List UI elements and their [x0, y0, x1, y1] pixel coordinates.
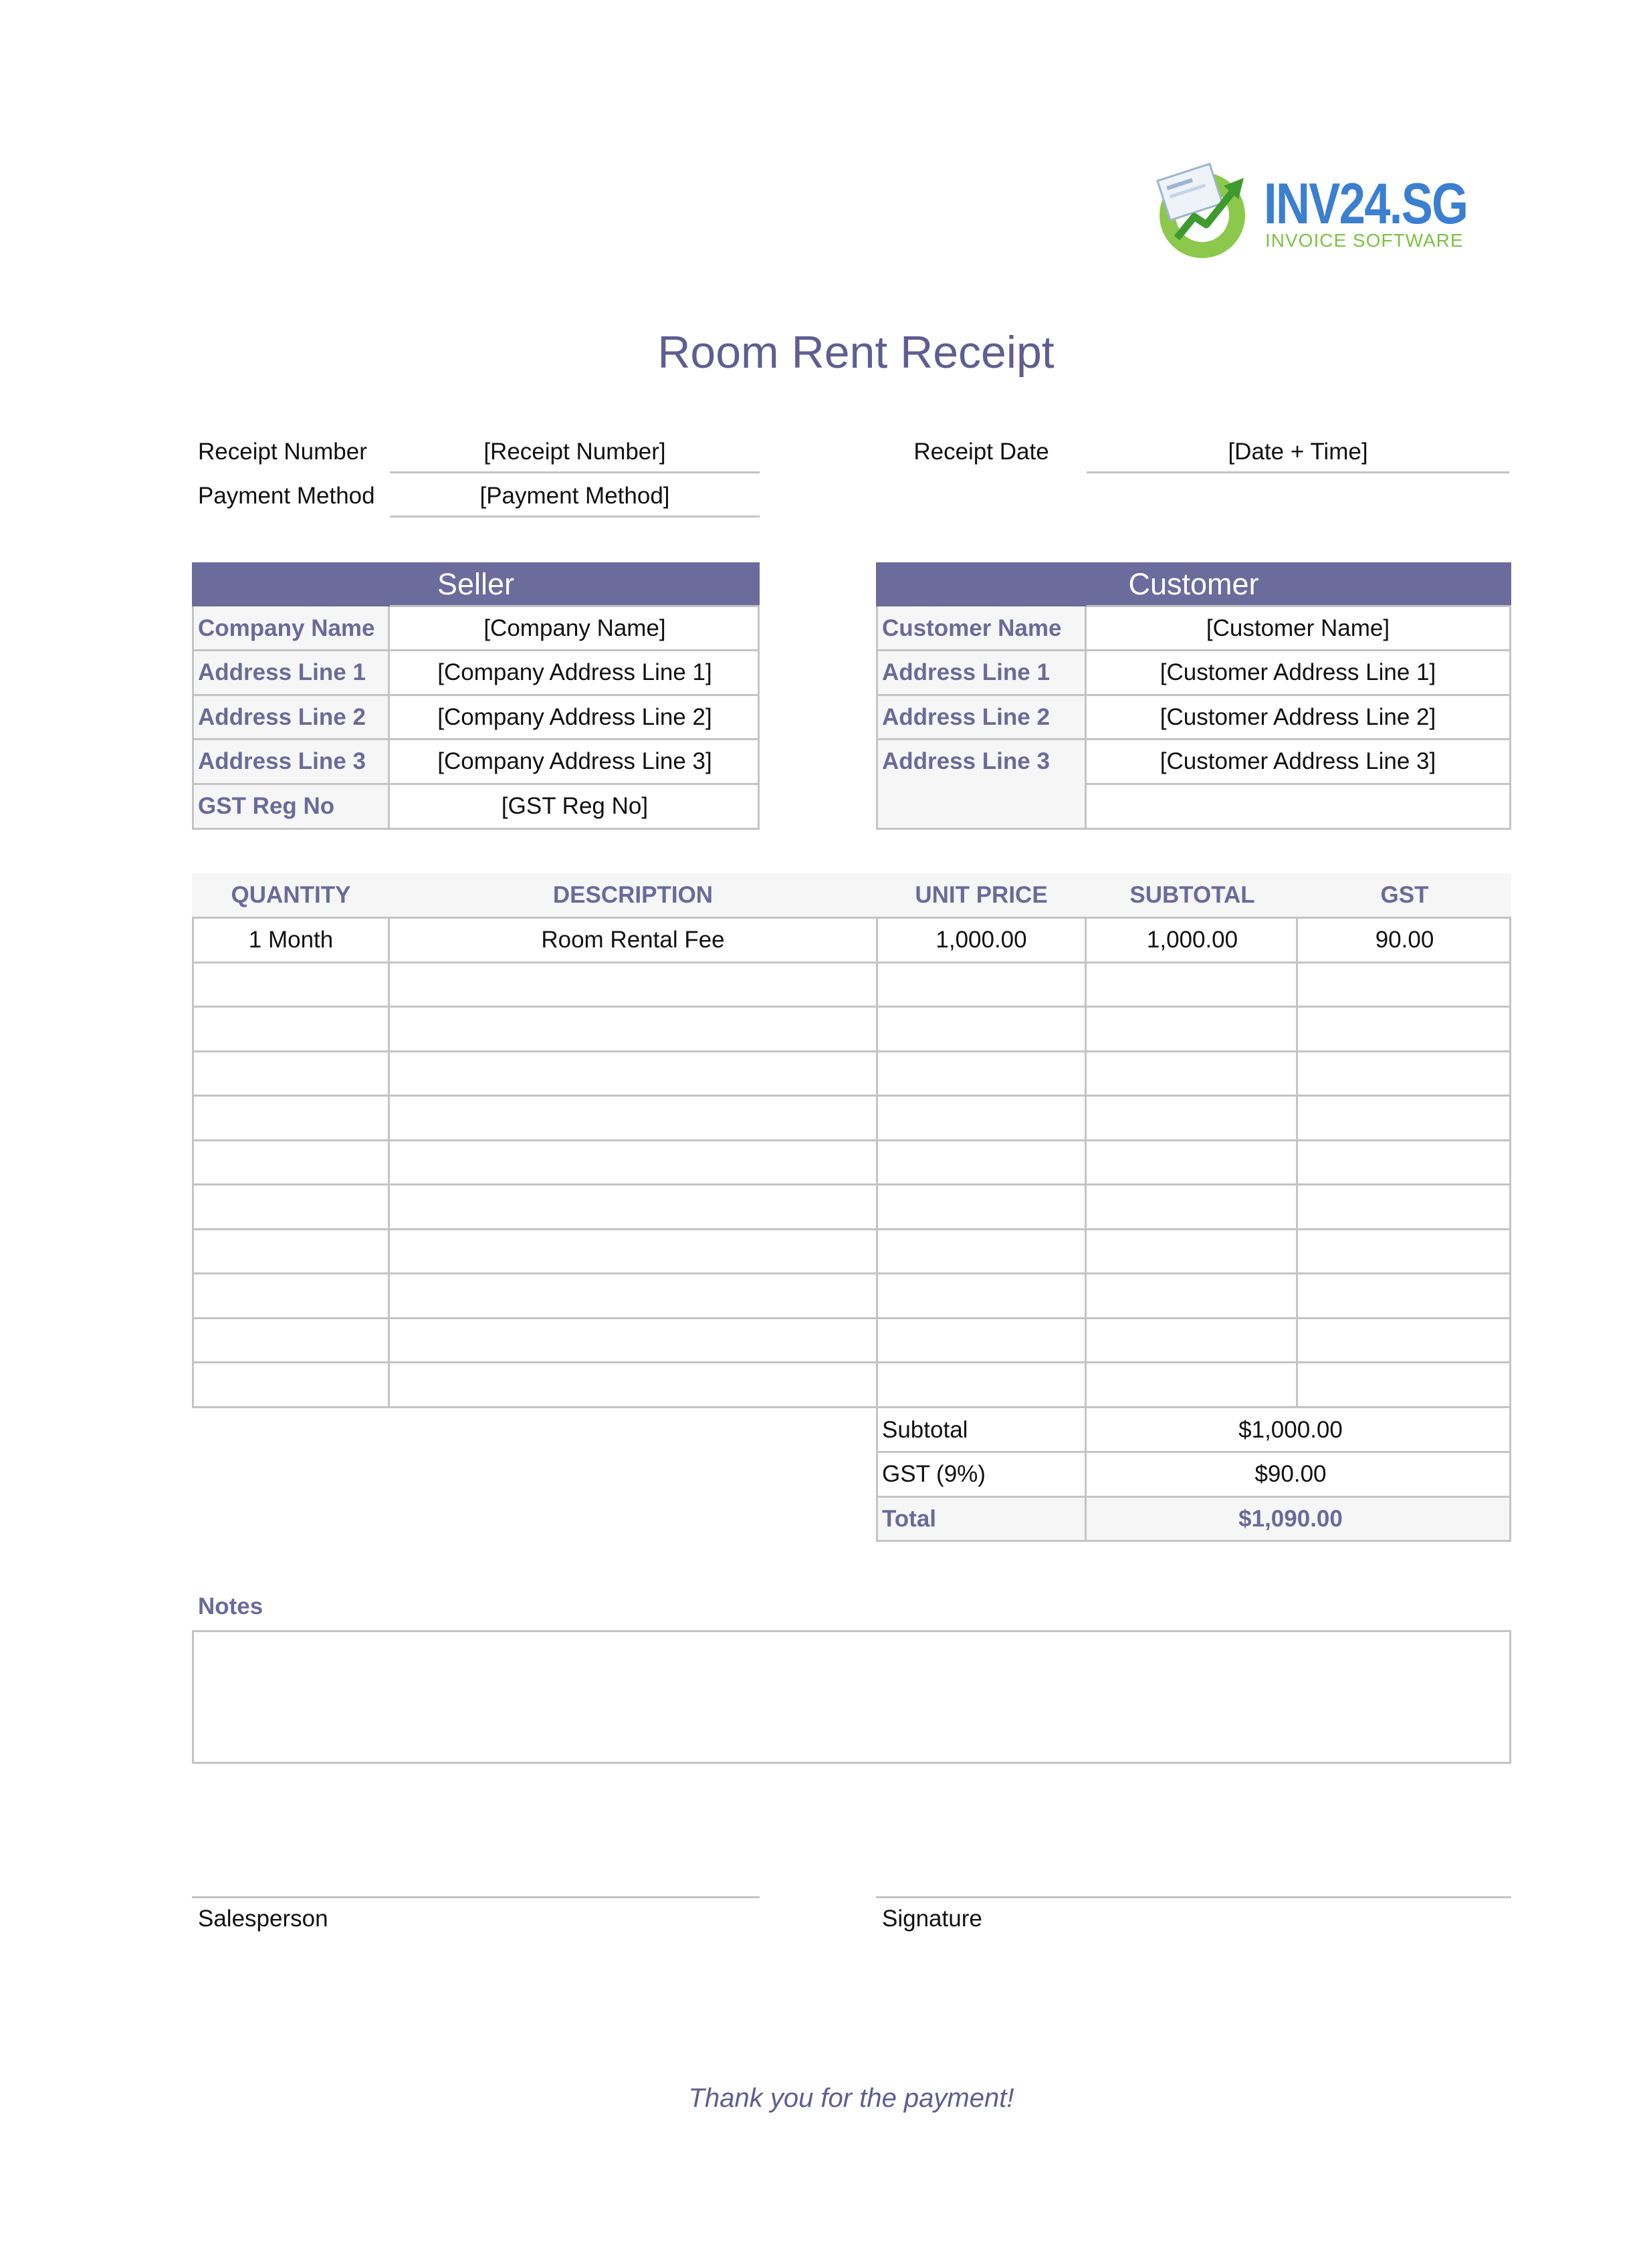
column-header-gst: GST — [1380, 882, 1429, 908]
item-quantity: 1 Month — [248, 927, 334, 953]
payment-method-label: Payment Method — [198, 483, 375, 509]
item-unit-price: 1,000.00 — [936, 927, 1027, 953]
seller-gst-reg-no-label: GST Reg No — [198, 793, 335, 819]
seller-address-line-3-value: [Company Address Line 3] — [437, 748, 712, 774]
column-header-description: DESCRIPTION — [552, 882, 713, 908]
receipt-date-underline — [1087, 471, 1509, 473]
column-header-quantity: QUANTITY — [231, 882, 351, 908]
notes-box[interactable] — [192, 1630, 1511, 1764]
payment-method-value: [Payment Method] — [479, 483, 670, 509]
seller-company-name-value: [Company Name] — [483, 615, 666, 641]
customer-address-line-3-value: [Customer Address Line 3] — [1160, 748, 1436, 774]
total-label: Total — [882, 1506, 937, 1532]
customer-address-line-3-label: Address Line 3 — [882, 748, 1050, 774]
customer-address-line-2-value: [Customer Address Line 2] — [1160, 704, 1436, 730]
customer-name-value: [Customer Name] — [1206, 615, 1390, 641]
customer-address-line-1-value: [Customer Address Line 1] — [1160, 659, 1436, 685]
item-description: Room Rental Fee — [541, 927, 725, 953]
customer-address-line-1-label: Address Line 1 — [882, 659, 1050, 685]
seller-address-line-2-label: Address Line 2 — [198, 704, 366, 730]
receipt-number-underline — [390, 471, 760, 473]
signature-line — [876, 1896, 1511, 1898]
seller-company-name-label: Company Name — [198, 615, 375, 641]
notes-label: Notes — [198, 1593, 263, 1619]
receipt-date-label: Receipt Date — [913, 439, 1049, 465]
subtotal-value: $1,000.00 — [1238, 1417, 1343, 1443]
page-title: Room Rent Receipt — [657, 327, 1055, 378]
seller-heading: Seller — [192, 562, 760, 606]
column-header-subtotal: SUBTOTAL — [1129, 882, 1255, 908]
subtotal-label: Subtotal — [882, 1417, 968, 1443]
salesperson-label: Salesperson — [198, 1906, 328, 1932]
seller-address-line-2-value: [Company Address Line 2] — [437, 704, 712, 730]
receipt-date-value: [Date + Time] — [1228, 439, 1368, 465]
receipt-number-value: [Receipt Number] — [483, 439, 666, 465]
customer-heading: Customer — [876, 562, 1511, 606]
logo-emblem-icon — [1151, 159, 1258, 266]
signature-label: Signature — [882, 1906, 982, 1932]
seller-address-line-1-label: Address Line 1 — [198, 659, 366, 685]
thank-you-message: Thank you for the payment! — [688, 2083, 1014, 2113]
payment-method-underline — [390, 516, 760, 518]
logo-brand: INV24.SG — [1264, 172, 1468, 236]
receipt-number-label: Receipt Number — [198, 439, 367, 465]
customer-address-line-2-label: Address Line 2 — [882, 704, 1050, 730]
gst-value: $90.00 — [1254, 1461, 1327, 1487]
gst-label: GST (9%) — [882, 1461, 986, 1487]
item-subtotal: 1,000.00 — [1146, 927, 1238, 953]
customer-name-label: Customer Name — [882, 615, 1062, 641]
logo — [1151, 159, 1479, 266]
column-header-unit-price: UNIT PRICE — [915, 882, 1048, 908]
seller-address-line-1-value: [Company Address Line 1] — [437, 659, 712, 685]
seller-address-line-3-label: Address Line 3 — [198, 748, 366, 774]
total-value: $1,090.00 — [1238, 1506, 1343, 1532]
seller-gst-reg-no-value: [GST Reg No] — [501, 793, 649, 819]
salesperson-line — [192, 1896, 760, 1898]
item-gst: 90.00 — [1375, 927, 1434, 953]
logo-tagline: INVOICE SOFTWARE — [1265, 230, 1464, 251]
